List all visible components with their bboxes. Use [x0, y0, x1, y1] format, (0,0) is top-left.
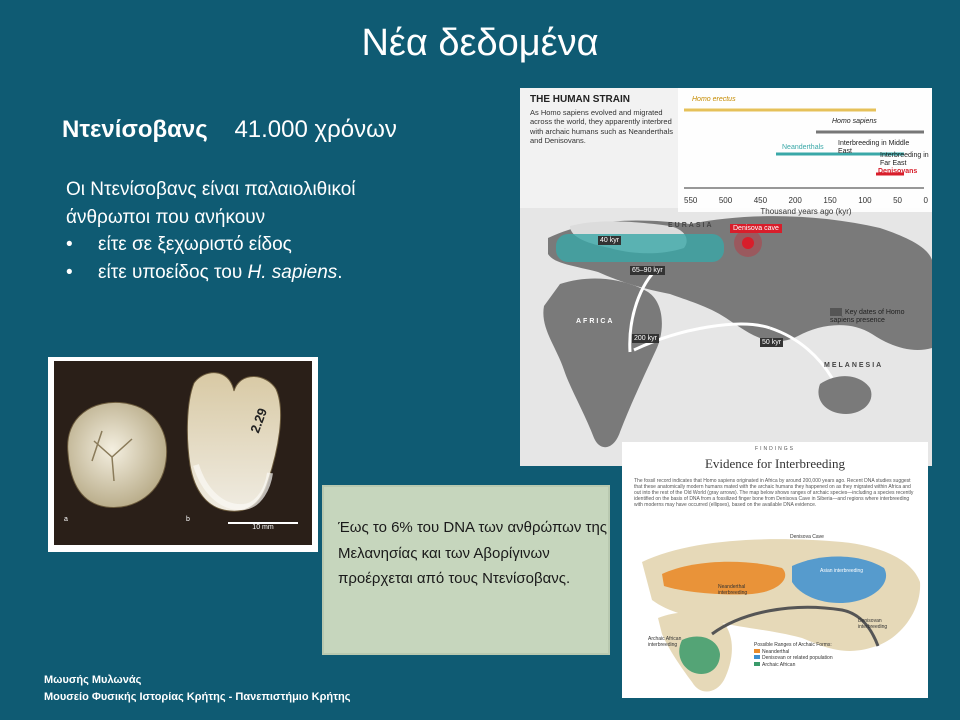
teeth-scale-bar — [228, 520, 298, 531]
neanderthals-label: Neanderthals — [782, 144, 824, 151]
bullet-1: • είτε σε ξεχωριστό είδος — [66, 231, 486, 259]
evidence-text: The fossil record indicates that Homo sapiens originated in Africa by around 200,000 years ago. Recent DNA studies suggest that these anatomically modern humans mated with the archaic humans they happened on as they migrated within Africa and out into the rest of the Old World (gray arrows). The map below shows ranges of archaic species—including a species recently identified on the basis of DNA from a fossilized finger bone from Denisova Cave in Siberia—and regions where interbreeding with moderns may have occurred (ellipses), based on the available DNA evidence. — [634, 478, 914, 508]
page-title: Νέα δεδομένα — [361, 22, 599, 64]
axis-tick: 0 — [923, 196, 928, 205]
legend-swatch — [830, 308, 842, 316]
credit — [44, 672, 350, 705]
interbreeding-fe-label: Interbreeding in Far East — [880, 152, 929, 167]
slide-subtitle — [62, 116, 397, 144]
range-3-swatch — [754, 662, 760, 666]
kyr-40-label: 40 kyr — [600, 237, 620, 244]
interbreeding-me-label: Interbreeding in Middle East — [838, 140, 910, 155]
range-2-label: Denisovan or related population — [762, 655, 833, 661]
bullet-2-prefix: είτε υποείδος του — [98, 261, 248, 283]
intro-line-1: Οι Ντενίσοβανς είναι παλαιολιθικοί — [66, 179, 356, 200]
timeline-axis-labels — [684, 196, 928, 216]
axis-tick: 500 — [718, 196, 733, 205]
axis-tick: 200 — [788, 196, 802, 205]
melanesia-label: MELANESIA — [824, 362, 884, 369]
range-3-label: Archaic African — [762, 661, 796, 668]
axis-tick: 450 — [753, 196, 768, 205]
denisova-cave-point — [742, 237, 754, 249]
evidence-title: Evidence for Interbreeding — [704, 456, 846, 471]
teeth-label-a: a — [64, 516, 68, 523]
strain-description: As Homo sapiens evolved and migrated across the world, they apparently interbred with archaic humans such as Neanderthals and Denisovans. — [530, 108, 673, 146]
bullet-2-italic: H. sapiens — [247, 261, 338, 283]
africa-label: AFRICA — [576, 318, 615, 325]
strain-heading: THE HUMAN STRAIN — [530, 94, 630, 105]
denisova-cave-label: Denisova cave — [730, 224, 782, 233]
homo-sapiens-label: Homo sapiens — [832, 118, 877, 125]
axis-tick: 50 — [893, 196, 902, 205]
axis-tick: 550 — [684, 196, 698, 205]
range-1-swatch — [754, 649, 760, 653]
asian-interbreeding-label: Asian interbreeding — [820, 568, 864, 574]
legend-key-dates — [830, 308, 926, 325]
credit-author: Μωυσής Μυλωνάς — [44, 674, 142, 686]
range-1-label: Neanderthal — [762, 648, 790, 655]
credit-institution: Μουσείο Φυσικής Ιστορίας Κρήτης - Πανεπιστήμιο Κρήτης — [44, 690, 351, 703]
legend-text: Key dates of Homo sapiens presence — [830, 308, 905, 324]
body-text — [66, 176, 486, 286]
kyr-50-label: 50 kyr — [762, 339, 782, 346]
subtitle-name: Ντενίσοβανς — [62, 116, 208, 143]
range-3 — [754, 662, 844, 669]
homo-erectus-label: Homo erectus — [692, 96, 736, 103]
denisovans-label: Denisovans — [878, 168, 918, 175]
scale-bar-label: 10 mm — [252, 524, 274, 531]
teeth-photo — [54, 361, 312, 545]
axis-tick: 150 — [823, 196, 837, 205]
denisovan-interbreeding-label: Denisovan interbreeding — [858, 618, 888, 630]
axis-unit-label: Thousand years ago (kyr) — [760, 207, 852, 216]
archaic-african-label: Archaic African interbreeding — [648, 636, 682, 648]
denisova-cave-map-label: Denisova Cave — [790, 534, 824, 540]
range-2-swatch — [754, 655, 760, 659]
kyr-200-label: 200 kyr — [634, 335, 657, 342]
evidence-figure — [622, 442, 928, 698]
subtitle-age: 41.000 χρόνων — [234, 116, 397, 143]
note-text: Έως το 6% του DNA των ανθρώπων της Μελανησίας και των Αβορίγινων προέρχεται από τους Ντενίσοβανς. — [338, 519, 608, 587]
teeth-photo-frame — [48, 357, 318, 552]
tooth-illustration — [54, 361, 312, 545]
note-box — [322, 485, 610, 655]
findings-label: FINDINGS — [755, 446, 795, 452]
ranges-title: Possible Ranges of Archaic Forms: — [754, 642, 832, 648]
intro-line-2: άνθρωποι που ανήκουν — [66, 206, 266, 228]
neanderthal-range — [556, 234, 724, 262]
axis-tick: 100 — [858, 196, 872, 205]
bullet-2-suffix: . — [337, 261, 343, 283]
kyr-6590-label: 65–90 kyr — [632, 267, 663, 274]
tooth-a-crown — [68, 402, 167, 507]
eurasia-label: EURASIA — [668, 222, 714, 229]
ranges-legend — [754, 642, 844, 668]
teeth-label-b: b — [186, 516, 190, 523]
human-strain-figure — [520, 88, 932, 466]
bullet-2 — [66, 259, 486, 287]
specimen-code: 2.29 — [247, 406, 271, 435]
neanderthal-interbreeding-label: Neanderthal interbreeding — [718, 584, 748, 596]
